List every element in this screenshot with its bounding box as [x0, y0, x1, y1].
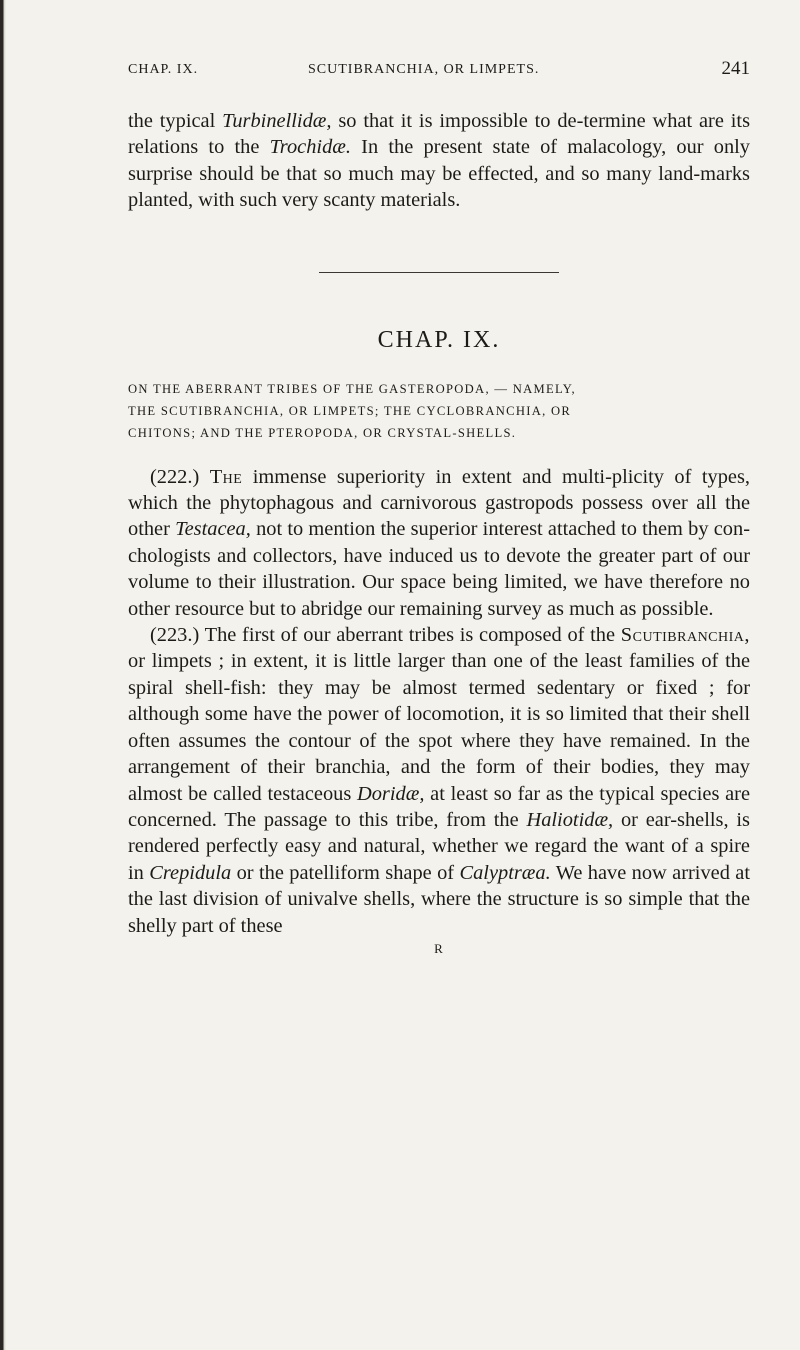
- page-number: 241: [721, 58, 750, 79]
- running-head-chapter: CHAP. IX.: [128, 62, 199, 77]
- intro-text-3: In the present state of malacology, our only surprise should be that so much may be effected, and so many land-marks planted, with such very scanty materials.: [128, 136, 750, 212]
- intro-text-2: so that it is impossible to de-termine what are its relations to the: [128, 110, 751, 159]
- intro-paragraph: [128, 108, 750, 214]
- paragraph-223-italic-4: Calyptræa.: [459, 861, 551, 884]
- paragraph-223-smallcaps-1: Scutibranchia,: [620, 624, 750, 647]
- paragraph-223-number: (223.): [150, 624, 205, 647]
- signature-mark: R: [434, 940, 444, 956]
- paragraph-223-italic-2: Haliotidæ,: [526, 808, 614, 831]
- intro-italic-1: Turbinellidæ,: [222, 110, 332, 132]
- paragraph-223-text-4: or ear-shells, is rendered perfectly easy and natural, whether we regard the want of a spire in: [128, 808, 750, 884]
- paragraph-223-text-5: or the patelliform shape of: [231, 861, 460, 884]
- chapter-subtitle: [128, 378, 750, 444]
- paragraph-222-italic-1: Testacea,: [175, 518, 251, 541]
- paragraph-222-lead-word: The: [209, 465, 243, 488]
- chapter-subtitle-line-2: THE SCUTIBRANCHIA, OR LIMPETS; THE CYCLOBRANCHIA, OR: [128, 403, 572, 418]
- intro-text-1: the typical: [128, 110, 223, 132]
- paragraph-223-italic-3: Crepidula: [149, 861, 232, 884]
- paragraph-223: [128, 622, 750, 939]
- paragraph-222-text-1: immense superiority in extent and multi-plicity of types, which the phytophagous and carnivorous gastropods possess over all the other: [128, 465, 750, 541]
- chapter-subtitle-line-3: CHITONS; AND THE PTEROPODA, OR CRYSTAL-SHELLS.: [128, 425, 517, 440]
- paragraph-222: [128, 464, 750, 622]
- chapter-subtitle-line-1: ON THE ABERRANT TRIBES OF THE GASTEROPODA, — NAMELY,: [128, 381, 576, 396]
- paragraph-223-text-1: The first of our aberrant tribes is composed of the: [204, 624, 621, 647]
- section-divider: [319, 272, 559, 273]
- running-head: [128, 60, 750, 86]
- chapter-title: CHAP. IX.: [377, 326, 501, 353]
- paragraph-223-text-3: at least so far as the typical species are concerned. The passage to this tribe, from the: [128, 782, 750, 831]
- paragraph-222-number: (222.): [150, 465, 210, 488]
- paragraph-222-text-2: not to mention the superior interest attached to them by con-chologists and collectors, have induced us to devote the greater part of our volume to their illustration. Our space being limited, we have therefore no other resource but to abridge our remaining survey as much as possible.: [128, 518, 750, 620]
- paragraph-223-text-2: or limpets ; in extent, it is little larger than one of the least families of the spiral shell-fish: they may be almost termed sedentary or fixed ; for although some have the power of locomotion, it is so limited that their shell often assumes the contour of the spot where they have remained. In the arrangement of their branchia, and the form of their bodies, they may almost be called testaceous: [128, 650, 750, 805]
- book-page: [128, 60, 750, 957]
- paragraph-223-text-6: We have now arrived at the last division of univalve shells, where the structure is so simple that the shelly part of these: [128, 861, 751, 937]
- paragraph-223-italic-1: Doridæ,: [357, 782, 425, 805]
- intro-italic-2: Trochidæ.: [269, 136, 351, 159]
- running-head-title: SCUTIBRANCHIA, OR LIMPETS.: [308, 62, 540, 77]
- book-gutter: [0, 0, 6, 1350]
